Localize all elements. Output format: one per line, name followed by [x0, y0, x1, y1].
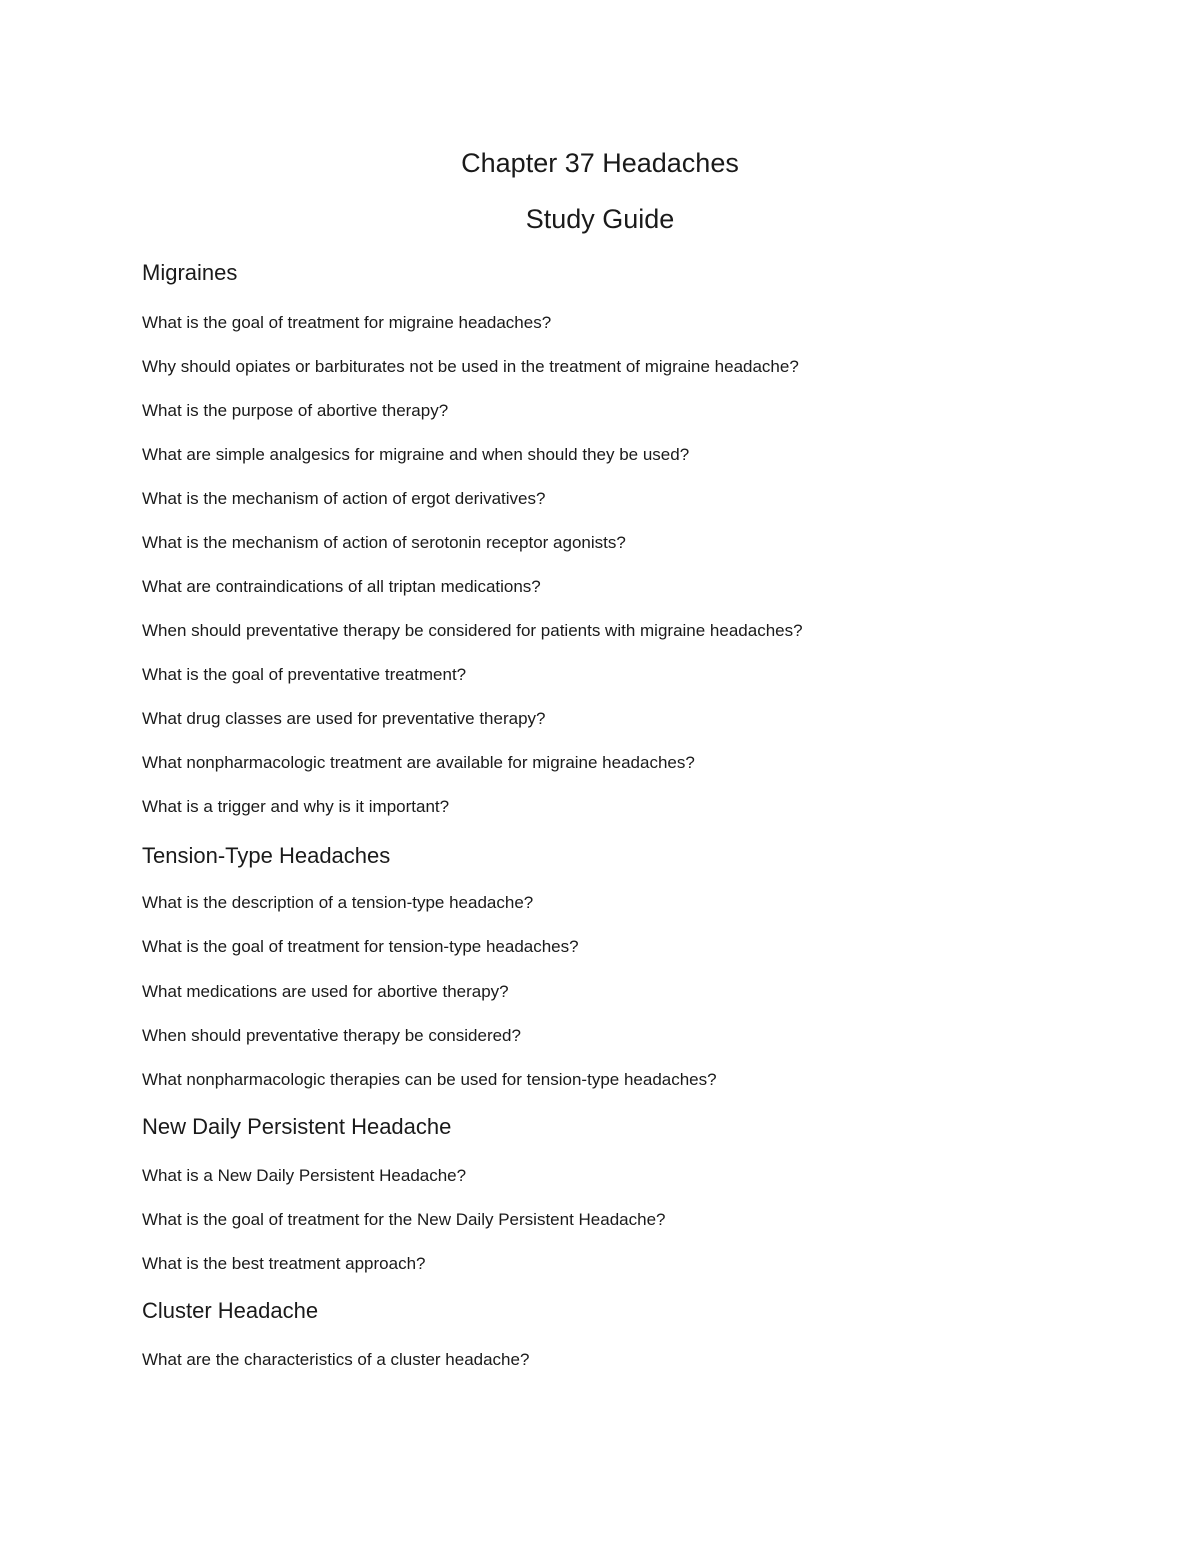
question-item: What is a trigger and why is it important? — [142, 797, 450, 816]
question-item: What is the goal of preventative treatment? — [142, 665, 467, 684]
question-item: When should preventative therapy be considered for patients with migraine headaches? — [142, 621, 803, 640]
question-item: What are contraindications of all triptan medications? — [142, 577, 541, 596]
question-item: What nonpharmacologic treatment are available for migraine headaches? — [142, 753, 695, 772]
question-item: When should preventative therapy be considered? — [142, 1026, 521, 1045]
question-item: What is the mechanism of action of serotonin receptor agonists? — [142, 533, 626, 552]
section-heading-tension-type: Tension-Type Headaches — [142, 843, 391, 868]
question-item: What is the goal of treatment for the New Daily Persistent Headache? — [142, 1210, 666, 1229]
section-heading-migraines: Migraines — [142, 260, 238, 285]
question-item: What is the description of a tension-type headache? — [142, 893, 534, 912]
question-item: What medications are used for abortive therapy? — [142, 982, 509, 1001]
question-item: What nonpharmacologic therapies can be used for tension-type headaches? — [142, 1070, 717, 1089]
question-item: What is the mechanism of action of ergot derivatives? — [142, 489, 546, 508]
section-heading-new-daily-persistent: New Daily Persistent Headache — [142, 1114, 452, 1139]
question-item: What drug classes are used for preventative therapy? — [142, 709, 546, 728]
document-subtitle: Study Guide — [525, 204, 675, 234]
question-item: What are the characteristics of a cluster headache? — [142, 1350, 530, 1369]
section-heading-cluster: Cluster Headache — [142, 1298, 319, 1323]
question-item: What are simple analgesics for migraine and when should they be used? — [142, 445, 690, 464]
question-item: What is the best treatment approach? — [142, 1254, 426, 1273]
question-item: Why should opiates or barbiturates not be used in the treatment of migraine headache? — [142, 357, 799, 376]
question-item: What is a New Daily Persistent Headache? — [142, 1166, 467, 1185]
question-item: What is the purpose of abortive therapy? — [142, 401, 449, 420]
question-item: What is the goal of treatment for migraine headaches? — [142, 313, 552, 332]
document-title: Chapter 37 Headaches — [461, 148, 739, 178]
question-item: What is the goal of treatment for tension-type headaches? — [142, 937, 579, 956]
